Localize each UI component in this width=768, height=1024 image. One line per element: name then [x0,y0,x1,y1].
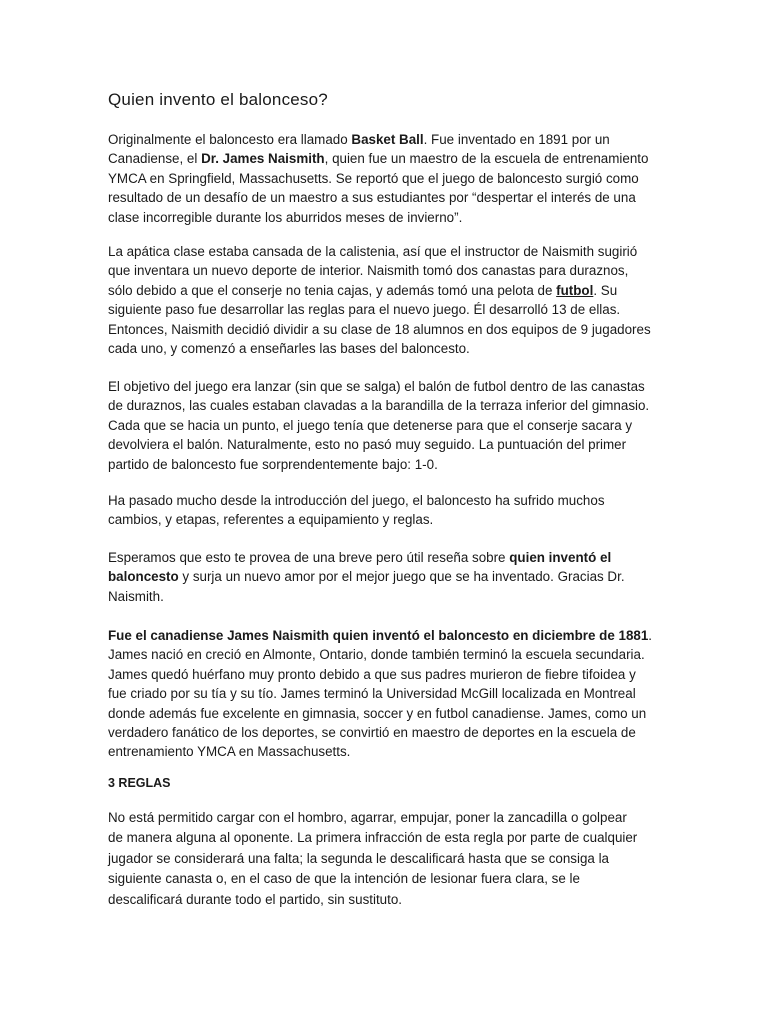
paragraph-objective [108,377,668,474]
line: descalificará durante todo el partido, sin sustituto. [108,891,403,907]
text: Esperamos que esto te provea de una breve pero útil reseña sobre [108,550,510,565]
line: que inventara un nuevo deporte de interior. Naismith tomó dos canastas para duraznos, [108,263,629,279]
bold-text: Dr. James Naismith [201,151,325,167]
line: siguiente paso fue desarrollar las reglas para el nuevo juego. Él desarrolló 13 de ellas. [108,302,621,318]
line: cambios, y etapas, referentes a equipamiento y reglas. [108,512,434,528]
line [108,567,668,586]
line: Entonces, Naismith decidió dividir a su clase de 18 alumnos en dos equipos de 9 jugadores [108,321,651,337]
line [108,130,668,149]
section-heading: 3 REGLAS [108,776,171,790]
line: verdadero fanático de los deportes, se convirtió en maestro de deportes en la escuela de [108,725,636,741]
paragraph-origin [108,130,668,227]
paragraph-invention [108,242,668,358]
line: resultado de un desafío de un maestro a sus estudiantes por “despertar el interés de una [108,190,636,206]
line: James nació en creció en Almonte, Ontario, donde también terminó la escuela secundaria. [108,647,645,663]
futbol-link[interactable]: futbol [556,282,594,298]
paragraph-biography [108,626,668,762]
line: siguiente canasta o, en el caso de que la intención de lesionar fuera clara, se le [108,871,580,887]
paragraph-changes [108,491,668,530]
text: Originalmente el baloncesto era llamado [108,132,352,147]
paragraph-rule [108,808,668,910]
line: devolviera el balón. Naturalmente, esto no pasó muy seguido. La puntuación del primer [108,437,627,453]
line: La apática clase estaba cansada de la calistenia, así que el instructor de Naismith sugirió [108,244,638,259]
text: y surja un nuevo amor por el mejor juego que se ha inventado. Gracias Dr. [178,569,625,585]
line: James quedó huérfano muy pronto debido a que sus padres murieron de fiebre tifoidea y [108,666,636,682]
text: . Su [593,282,618,298]
line: partido de baloncesto fue sorprendentemente bajo: 1-0. [108,456,438,472]
line [108,149,668,168]
line: Cada que se hacia un punto, el juego tenía que detenerse para que el conserje sacara y [108,417,633,433]
text: , quien fue un maestro de la escuela de entrenamiento [324,151,649,167]
line: Ha pasado mucho desde la introducción del juego, el baloncesto ha sufrido muchos [108,493,605,508]
line [108,281,668,300]
line: El objetivo del juego era lanzar (sin que se salga) el balón de futbol dentro de las canastas [108,379,645,394]
line: jugador se considerará una falta; la segunda le descalificará hasta que se consiga la [108,850,609,866]
bold-text: quien inventó el [509,550,612,565]
text: . [648,628,653,643]
text: Canadiense, el [108,151,202,167]
line: de duraznos, las cuales estaban clavadas a la barandilla de la terraza inferior del gimnasio. [108,398,650,414]
line: entrenamiento YMCA en Massachusetts. [108,744,351,760]
text: sólo debido a que el conserje no tenia cajas, y además tomó una pelota de [108,282,557,298]
line: cada uno, y comenzó a enseñarles las bases del baloncesto. [108,341,470,357]
bold-text: baloncesto [108,569,179,585]
text: . Fue inventado en 1891 por un [423,132,610,147]
line [108,626,668,645]
line: YMCA en Springfield, Massachusetts. Se reportó que el juego de baloncesto surgió como [108,170,639,186]
bold-text: Basket Ball [351,132,424,147]
line: fue criado por su tía y su tío. James terminó la Universidad McGill localizada en Montreal [108,686,636,702]
line [108,548,668,567]
bold-text: Fue el canadiense James Naismith quien inventó el baloncesto en diciembre de 1881 [108,628,649,643]
paragraph-closing [108,548,668,606]
line: Naismith. [108,588,164,604]
line: No está permitido cargar con el hombro, agarrar, empujar, poner la zancadilla o golpear [108,810,627,825]
line: donde además fue excelente en gimnasia, soccer y en futbol canadiense. James, como un [108,705,647,721]
line: de manera alguna al oponente. La primera infracción de esta regla por parte de cualquier [108,830,638,846]
page-title: Quien invento el balonceso? [108,90,328,109]
line: clase incorregible durante los aburridos meses de invierno”. [108,209,463,225]
